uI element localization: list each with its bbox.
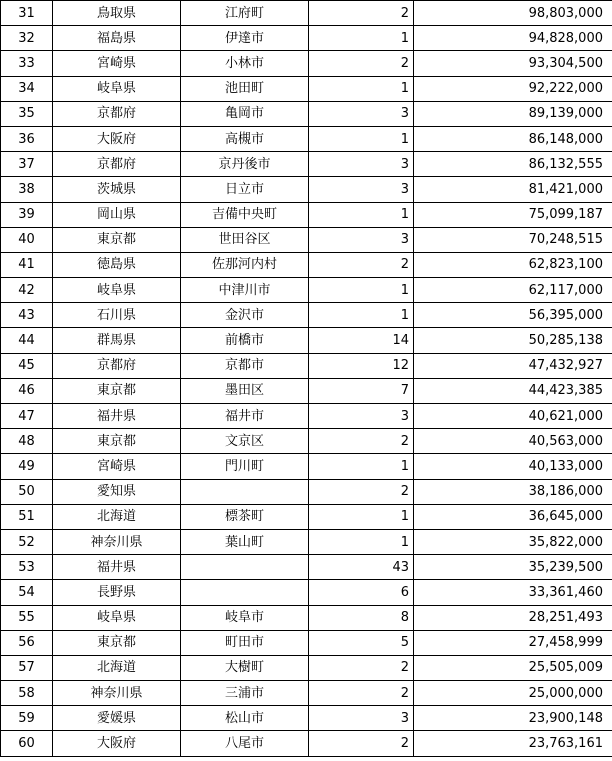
table-row <box>1 353 612 378</box>
amount-cell: 98,803,000 <box>414 1 612 26</box>
table-row <box>1 404 612 429</box>
prefecture-cell: 神奈川県 <box>53 681 181 706</box>
amount-cell: 44,423,385 <box>414 378 612 403</box>
count-cell: 3 <box>309 177 414 202</box>
amount-cell: 93,304,500 <box>414 51 612 76</box>
rank-cell: 59 <box>1 706 53 731</box>
count-cell: 3 <box>309 404 414 429</box>
prefecture-cell: 大阪府 <box>53 126 181 151</box>
count-cell: 1 <box>309 454 414 479</box>
amount-cell: 89,139,000 <box>414 101 612 126</box>
rank-cell: 44 <box>1 328 53 353</box>
amount-cell: 62,117,000 <box>414 278 612 303</box>
count-cell: 1 <box>309 529 414 554</box>
count-cell: 8 <box>309 605 414 630</box>
count-cell: 1 <box>309 504 414 529</box>
rank-cell: 36 <box>1 126 53 151</box>
municipality-cell: 伊達市 <box>181 26 309 51</box>
municipality-cell <box>181 555 309 580</box>
rank-cell: 38 <box>1 177 53 202</box>
municipality-cell: 文京区 <box>181 429 309 454</box>
municipality-cell: 吉備中央町 <box>181 202 309 227</box>
table-row <box>1 51 612 76</box>
table-row <box>1 454 612 479</box>
table-row <box>1 26 612 51</box>
rank-cell: 55 <box>1 605 53 630</box>
municipality-cell: 葉山町 <box>181 529 309 554</box>
municipality-cell: 町田市 <box>181 630 309 655</box>
rank-cell: 34 <box>1 76 53 101</box>
table-row <box>1 655 612 680</box>
table-row <box>1 504 612 529</box>
table-row <box>1 252 612 277</box>
rank-cell: 37 <box>1 152 53 177</box>
count-cell: 2 <box>309 252 414 277</box>
prefecture-cell: 長野県 <box>53 580 181 605</box>
prefecture-cell: 京都府 <box>53 101 181 126</box>
rank-cell: 57 <box>1 655 53 680</box>
amount-cell: 94,828,000 <box>414 26 612 51</box>
count-cell: 1 <box>309 76 414 101</box>
amount-cell: 33,361,460 <box>414 580 612 605</box>
count-cell: 3 <box>309 706 414 731</box>
prefecture-cell: 群馬県 <box>53 328 181 353</box>
prefecture-cell: 東京都 <box>53 630 181 655</box>
amount-cell: 62,823,100 <box>414 252 612 277</box>
rank-cell: 43 <box>1 303 53 328</box>
rank-cell: 35 <box>1 101 53 126</box>
prefecture-cell: 北海道 <box>53 655 181 680</box>
prefecture-cell: 茨城県 <box>53 177 181 202</box>
amount-cell: 50,285,138 <box>414 328 612 353</box>
amount-cell: 27,458,999 <box>414 630 612 655</box>
municipality-cell: 門川町 <box>181 454 309 479</box>
count-cell: 2 <box>309 429 414 454</box>
count-cell: 3 <box>309 101 414 126</box>
count-cell: 2 <box>309 731 414 756</box>
table-row <box>1 479 612 504</box>
municipality-cell: 日立市 <box>181 177 309 202</box>
table-row <box>1 152 612 177</box>
amount-cell: 23,900,148 <box>414 706 612 731</box>
rank-cell: 33 <box>1 51 53 76</box>
amount-cell: 47,432,927 <box>414 353 612 378</box>
table-row <box>1 227 612 252</box>
amount-cell: 35,239,500 <box>414 555 612 580</box>
amount-cell: 56,395,000 <box>414 303 612 328</box>
rank-cell: 45 <box>1 353 53 378</box>
table-row <box>1 378 612 403</box>
count-cell: 2 <box>309 655 414 680</box>
municipality-cell: 金沢市 <box>181 303 309 328</box>
table-row <box>1 202 612 227</box>
municipality-cell: 松山市 <box>181 706 309 731</box>
amount-cell: 36,645,000 <box>414 504 612 529</box>
rank-cell: 47 <box>1 404 53 429</box>
count-cell: 2 <box>309 51 414 76</box>
count-cell: 1 <box>309 278 414 303</box>
prefecture-cell: 岐阜県 <box>53 278 181 303</box>
prefecture-cell: 京都府 <box>53 152 181 177</box>
count-cell: 3 <box>309 227 414 252</box>
table-row <box>1 630 612 655</box>
municipality-cell: 京都市 <box>181 353 309 378</box>
table-row <box>1 429 612 454</box>
municipality-cell <box>181 580 309 605</box>
municipality-cell: 佐那河内村 <box>181 252 309 277</box>
amount-cell: 25,000,000 <box>414 681 612 706</box>
municipality-cell: 岐阜市 <box>181 605 309 630</box>
amount-cell: 92,222,000 <box>414 76 612 101</box>
rank-cell: 40 <box>1 227 53 252</box>
count-cell: 1 <box>309 126 414 151</box>
table-row <box>1 303 612 328</box>
count-cell: 2 <box>309 1 414 26</box>
municipality-cell: 中津川市 <box>181 278 309 303</box>
rank-cell: 52 <box>1 529 53 554</box>
prefecture-cell: 福島県 <box>53 26 181 51</box>
table-row <box>1 278 612 303</box>
table-body <box>1 1 612 757</box>
prefecture-cell: 東京都 <box>53 429 181 454</box>
municipality-cell: 標茶町 <box>181 504 309 529</box>
prefecture-cell: 徳島県 <box>53 252 181 277</box>
count-cell: 3 <box>309 152 414 177</box>
prefecture-cell: 愛知県 <box>53 479 181 504</box>
amount-cell: 40,133,000 <box>414 454 612 479</box>
municipality-cell: 大樹町 <box>181 655 309 680</box>
count-cell: 14 <box>309 328 414 353</box>
rank-cell: 50 <box>1 479 53 504</box>
rank-cell: 42 <box>1 278 53 303</box>
rank-cell: 48 <box>1 429 53 454</box>
municipality-cell: 墨田区 <box>181 378 309 403</box>
municipality-cell: 小林市 <box>181 51 309 76</box>
municipality-cell: 高槻市 <box>181 126 309 151</box>
count-cell: 6 <box>309 580 414 605</box>
municipality-cell <box>181 479 309 504</box>
prefecture-cell: 岐阜県 <box>53 76 181 101</box>
amount-cell: 86,132,555 <box>414 152 612 177</box>
municipality-cell: 福井市 <box>181 404 309 429</box>
municipality-cell: 池田町 <box>181 76 309 101</box>
count-cell: 1 <box>309 202 414 227</box>
count-cell: 5 <box>309 630 414 655</box>
table-row <box>1 529 612 554</box>
count-cell: 43 <box>309 555 414 580</box>
municipality-cell: 京丹後市 <box>181 152 309 177</box>
prefecture-cell: 鳥取県 <box>53 1 181 26</box>
prefecture-cell: 北海道 <box>53 504 181 529</box>
count-cell: 1 <box>309 26 414 51</box>
table-row <box>1 706 612 731</box>
count-cell: 2 <box>309 681 414 706</box>
prefecture-cell: 岡山県 <box>53 202 181 227</box>
municipality-cell: 世田谷区 <box>181 227 309 252</box>
rank-cell: 53 <box>1 555 53 580</box>
rank-cell: 54 <box>1 580 53 605</box>
table-row <box>1 605 612 630</box>
count-cell: 12 <box>309 353 414 378</box>
amount-cell: 86,148,000 <box>414 126 612 151</box>
amount-cell: 28,251,493 <box>414 605 612 630</box>
count-cell: 7 <box>309 378 414 403</box>
count-cell: 2 <box>309 479 414 504</box>
amount-cell: 40,563,000 <box>414 429 612 454</box>
rank-cell: 39 <box>1 202 53 227</box>
rank-cell: 56 <box>1 630 53 655</box>
table-row <box>1 101 612 126</box>
municipality-cell: 亀岡市 <box>181 101 309 126</box>
rank-cell: 41 <box>1 252 53 277</box>
rank-cell: 51 <box>1 504 53 529</box>
rank-cell: 32 <box>1 26 53 51</box>
prefecture-cell: 東京都 <box>53 227 181 252</box>
rank-cell: 60 <box>1 731 53 756</box>
municipality-cell: 前橋市 <box>181 328 309 353</box>
municipality-cell: 八尾市 <box>181 731 309 756</box>
amount-cell: 25,505,009 <box>414 655 612 680</box>
prefecture-cell: 京都府 <box>53 353 181 378</box>
rank-cell: 58 <box>1 681 53 706</box>
prefecture-cell: 東京都 <box>53 378 181 403</box>
amount-cell: 75,099,187 <box>414 202 612 227</box>
amount-cell: 38,186,000 <box>414 479 612 504</box>
table-row <box>1 177 612 202</box>
prefecture-cell: 宮崎県 <box>53 454 181 479</box>
rank-cell: 49 <box>1 454 53 479</box>
municipality-cell: 江府町 <box>181 1 309 26</box>
prefecture-cell: 神奈川県 <box>53 529 181 554</box>
amount-cell: 40,621,000 <box>414 404 612 429</box>
table-row <box>1 731 612 756</box>
amount-cell: 81,421,000 <box>414 177 612 202</box>
table-row <box>1 1 612 26</box>
municipality-cell: 三浦市 <box>181 681 309 706</box>
table-row <box>1 580 612 605</box>
amount-cell: 23,763,161 <box>414 731 612 756</box>
prefecture-cell: 福井県 <box>53 404 181 429</box>
prefecture-cell: 大阪府 <box>53 731 181 756</box>
count-cell: 1 <box>309 303 414 328</box>
table-row <box>1 681 612 706</box>
table-row <box>1 328 612 353</box>
table-row <box>1 126 612 151</box>
table-row <box>1 555 612 580</box>
table-row <box>1 76 612 101</box>
prefecture-cell: 宮崎県 <box>53 51 181 76</box>
prefecture-cell: 石川県 <box>53 303 181 328</box>
amount-cell: 70,248,515 <box>414 227 612 252</box>
prefecture-cell: 岐阜県 <box>53 605 181 630</box>
prefecture-cell: 福井県 <box>53 555 181 580</box>
rank-cell: 31 <box>1 1 53 26</box>
prefecture-cell: 愛媛県 <box>53 706 181 731</box>
amount-cell: 35,822,000 <box>414 529 612 554</box>
rank-cell: 46 <box>1 378 53 403</box>
